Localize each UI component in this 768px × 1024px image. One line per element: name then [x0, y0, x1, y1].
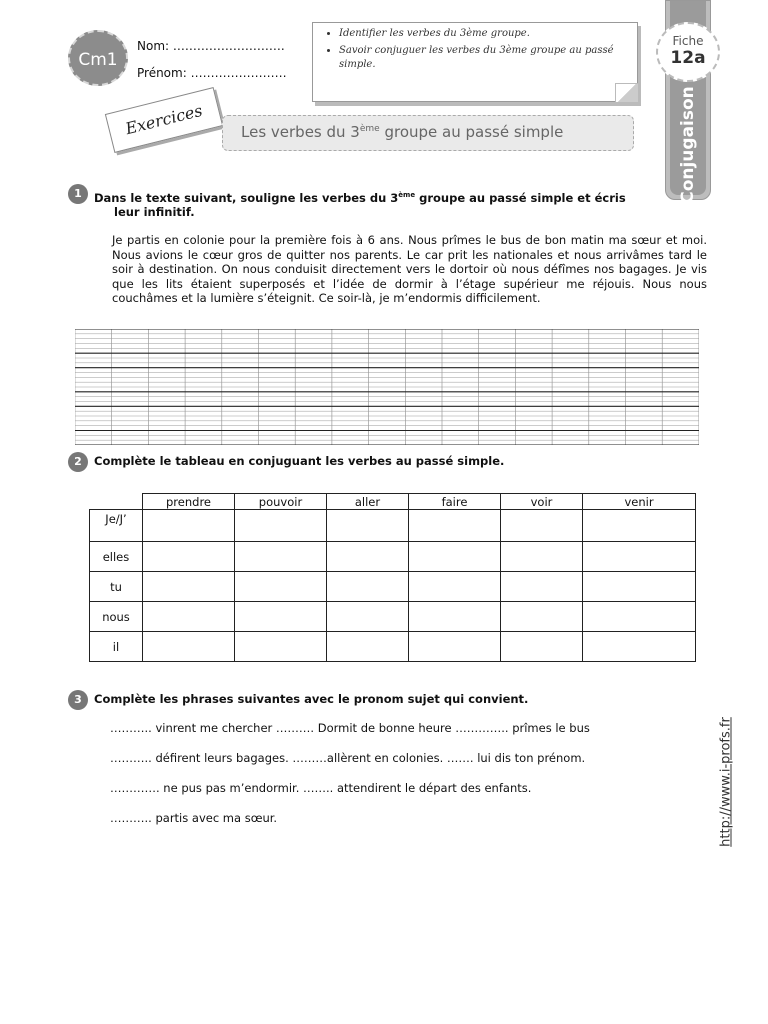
answer-cell[interactable]	[143, 542, 235, 572]
answer-cell[interactable]	[501, 632, 583, 662]
source-url-link[interactable]: http://www.i-profs.fr	[718, 717, 734, 847]
answer-cell[interactable]	[143, 632, 235, 662]
verb-header: prendre	[143, 494, 235, 510]
pronoun-cell: tu	[90, 572, 143, 602]
answer-cell[interactable]	[327, 572, 409, 602]
answer-cell[interactable]	[583, 542, 696, 572]
answer-cell[interactable]	[409, 572, 501, 602]
exercise3-instruction: Complète les phrases suivantes avec le pronom sujet qui convient.	[94, 692, 529, 706]
table-row	[90, 542, 696, 572]
answer-cell[interactable]	[327, 510, 409, 542]
pronoun-cell: Je/J’	[90, 510, 143, 542]
table-row	[90, 572, 696, 602]
exercise1-instruction: Dans le texte suivant, souligne les verbes du 3ème groupe au passé simple et écris leur infinitif.	[94, 190, 626, 219]
answer-cell[interactable]	[235, 510, 327, 542]
answer-cell[interactable]	[235, 602, 327, 632]
conjugation-table	[89, 493, 696, 662]
answer-cell[interactable]	[583, 572, 696, 602]
answer-cell[interactable]	[501, 542, 583, 572]
exercise-number: 3	[68, 690, 88, 710]
exercise2-instruction: Complète le tableau en conjuguant les verbes au passé simple.	[94, 454, 505, 468]
verb-header: pouvoir	[235, 494, 327, 510]
answer-cell[interactable]	[501, 602, 583, 632]
fiche-label: Fiche	[672, 34, 704, 48]
answer-cell[interactable]	[327, 602, 409, 632]
answer-cell[interactable]	[143, 510, 235, 542]
fill-in-sentence[interactable]: ……….. défirent leurs bagages. ………allèrent en colonies. ……. lui dis ton prénom.	[110, 751, 586, 765]
fill-in-sentence[interactable]: …………. ne pus pas m’endormir. …….. attendirent le départ des enfants.	[110, 781, 532, 795]
answer-cell[interactable]	[409, 632, 501, 662]
verb-header: voir	[501, 494, 583, 510]
level-badge: Cm1	[68, 30, 128, 86]
verb-header: venir	[583, 494, 696, 510]
subject-label: Conjugaison	[678, 86, 698, 204]
answer-cell[interactable]	[583, 602, 696, 632]
table-row	[90, 602, 696, 632]
answer-cell[interactable]	[409, 602, 501, 632]
answer-cell[interactable]	[501, 572, 583, 602]
pronoun-cell: elles	[90, 542, 143, 572]
answer-cell[interactable]	[409, 510, 501, 542]
answer-cell[interactable]	[235, 542, 327, 572]
table-row	[90, 632, 696, 662]
page-fold-decoration	[615, 83, 638, 102]
exercise1-passage: Je partis en colonie pour la première fois à 6 ans. Nous prîmes le bus de bon matin ma sœur et moi. Nous avions le cœur gros de quitter nos parents. Le car prit les nationales et nous arrivâmes tard le soir à destination. On nous conduisit directement vers le dortoir où nous défîmes nos bagages. Je vis que les lits étaient superposés et l’idée de dormir à l’étage supérieur me réjouis. Nous nous couchâmes et la lumière s’éteignit. Ce soir-là, je m’endormis difficilement.	[112, 233, 707, 306]
writing-lines[interactable]	[75, 329, 699, 445]
exercise-tag: Exercices	[105, 87, 223, 153]
pronoun-cell: nous	[90, 602, 143, 632]
answer-cell[interactable]	[501, 510, 583, 542]
answer-cell[interactable]	[235, 572, 327, 602]
exercise-number: 2	[68, 452, 88, 472]
name-field-label: Nom: ……………………….	[137, 39, 285, 53]
fiche-badge	[656, 22, 720, 82]
objective-item: • Savoir conjuguer les verbes du 3ème groupe au passé simple.	[339, 44, 637, 72]
answer-cell[interactable]	[327, 632, 409, 662]
fill-in-sentence[interactable]: ……….. partis avec ma sœur.	[110, 811, 278, 825]
verb-header: faire	[409, 494, 501, 510]
firstname-field-label: Prénom: ……………………	[137, 66, 287, 80]
fiche-number: 12a	[670, 48, 706, 68]
page-title: Les verbes du 3ème groupe au passé simple	[241, 123, 564, 141]
title-banner	[222, 115, 634, 151]
table-row	[90, 510, 696, 542]
fill-in-sentence[interactable]: ……….. vinrent me chercher ………. Dormit de bonne heure ………….. prîmes le bus	[110, 721, 590, 735]
answer-cell[interactable]	[583, 632, 696, 662]
answer-cell[interactable]	[235, 632, 327, 662]
answer-cell[interactable]	[143, 572, 235, 602]
verb-header: aller	[327, 494, 409, 510]
objectives-box	[312, 22, 638, 102]
table-corner	[90, 494, 143, 510]
answer-cell[interactable]	[143, 602, 235, 632]
answer-cell[interactable]	[327, 542, 409, 572]
pronoun-cell: il	[90, 632, 143, 662]
answer-cell[interactable]	[583, 510, 696, 542]
objective-item: • Identifier les verbes du 3ème groupe.	[339, 27, 637, 41]
exercise-number: 1	[68, 184, 88, 204]
answer-cell[interactable]	[409, 542, 501, 572]
